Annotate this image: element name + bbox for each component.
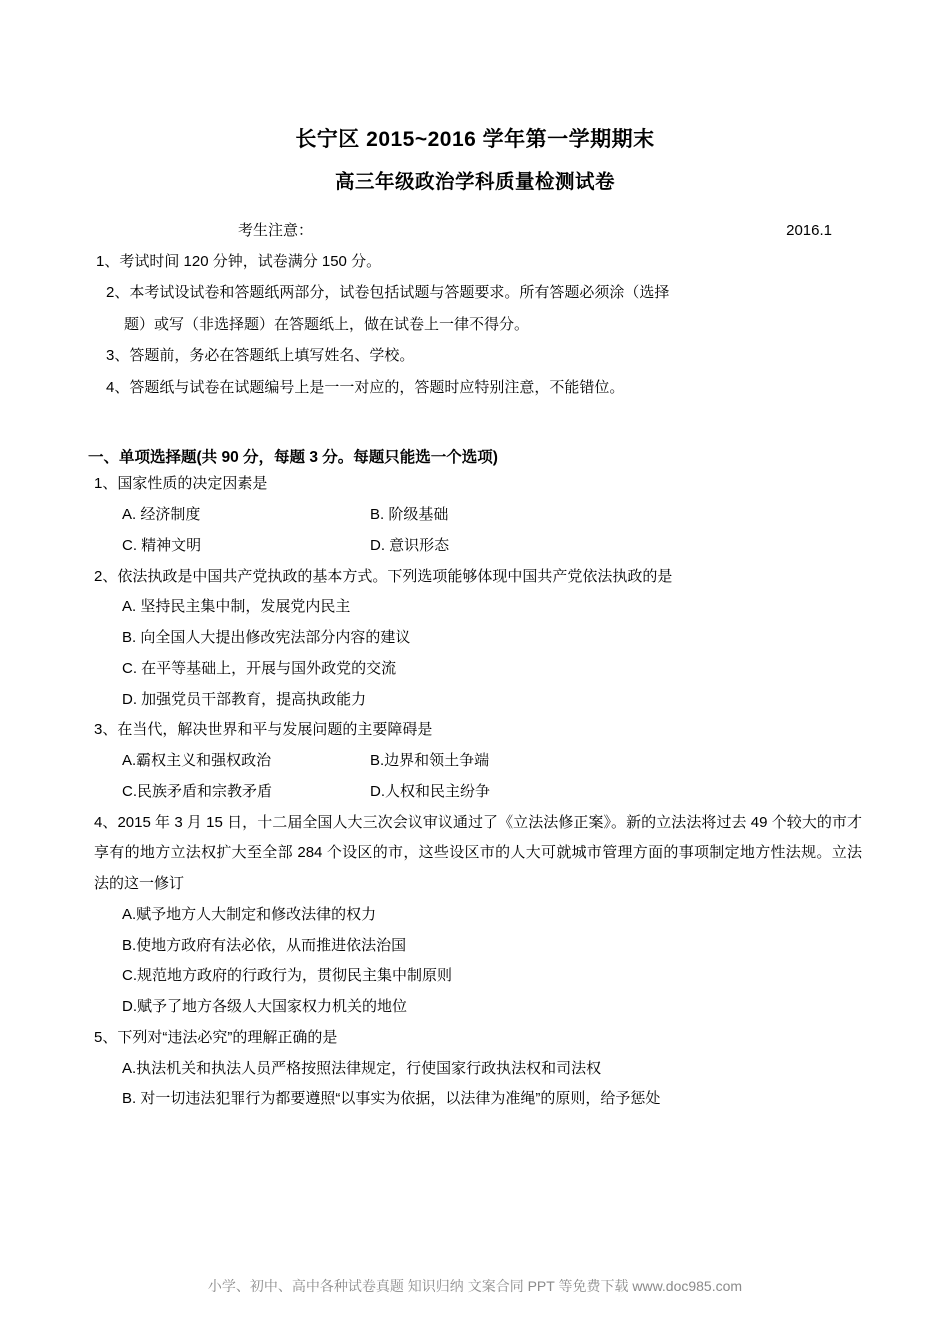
exam-rules: [88, 246, 862, 404]
rule-item: 4、答题纸与试卷在试题编号上是一一对应的，答题时应特别注意，不能错位。: [106, 378, 625, 396]
option-b[interactable]: B. 对一切违法犯罪行为都要遵照“以事实为依据，以法律为准绳”的原则，给予惩处: [122, 1090, 661, 1108]
question-5: [88, 1023, 862, 1115]
option-d[interactable]: D.赋予了地方各级人大国家权力机关的地位: [122, 998, 408, 1016]
question-1: [88, 469, 862, 561]
option-a[interactable]: A. 经济制度: [122, 506, 201, 524]
question-4: [88, 808, 862, 1023]
footer-text: 小学、初中、高中各种试卷真题 知识归纳 文案合同 PPT 等免费下载: [207, 1278, 633, 1294]
question-2: [88, 562, 862, 716]
option-a[interactable]: A. 坚持民主集中制，发展党内民主: [122, 598, 351, 616]
rule-item: 3、答题前，务必在答题纸上填写姓名、学校。: [106, 347, 415, 365]
section-heading: 一、单项选择题(共 90 分，每题 3 分。每题只能选一个选项): [88, 449, 498, 467]
option-a[interactable]: A.霸权主义和强权政治: [122, 752, 272, 770]
option-b[interactable]: B.使地方政府有法必依，从而推进依法治国: [122, 936, 407, 954]
option-c[interactable]: C. 精神文明: [122, 536, 202, 554]
question-stem: 4、2015 年 3 月 15 日，十二届全国人大三次会议审议通过了《立法法修正案》。新的立法法将过去 49 个较大的市才享有的地方立法权扩大至全部 284 个设区的市，这些设区市的人大可就城市管理方面的事项制定地方性法规。立法法的这一修订: [94, 813, 862, 893]
option-c[interactable]: C.民族矛盾和宗教矛盾: [122, 782, 273, 800]
page-title-line-1: 长宁区 2015~2016 学年第一学期期末: [295, 128, 655, 151]
option-a[interactable]: A.赋予地方人大制定和修改法律的权力: [122, 905, 377, 923]
rule-item-continued: 题）或写（非选择题）在答题纸上，做在试卷上一律不得分。: [124, 315, 530, 333]
option-b[interactable]: B. 向全国人大提出修改宪法部分内容的建议: [122, 629, 411, 647]
option-b[interactable]: B. 阶级基础: [370, 506, 449, 524]
question-stem: 3、在当代，解决世界和平与发展问题的主要障碍是: [94, 721, 433, 739]
option-row: [88, 746, 862, 777]
page-title-line-2: 高三年级政治学科质量检测试卷: [334, 170, 615, 193]
notice-date: 2016.1: [786, 221, 832, 239]
option-d[interactable]: D.人权和民主纷争: [370, 782, 491, 800]
option-row: [88, 531, 862, 562]
question-stem: 1、国家性质的决定因素是: [94, 475, 268, 493]
option-row: [88, 777, 862, 808]
notice-label: 考生注意：: [238, 221, 314, 239]
footer-site-link[interactable]: www.doc985.com: [632, 1278, 743, 1294]
option-b[interactable]: B.边界和领土争端: [370, 752, 490, 770]
notice-row: [88, 219, 862, 240]
option-d[interactable]: D. 意识形态: [370, 536, 450, 554]
question-stem: 2、依法执政是中国共产党执政的基本方式。下列选项能够体现中国共产党依法执政的是: [94, 567, 673, 585]
question-3: [88, 715, 862, 807]
option-a[interactable]: A.执法机关和执法人员严格按照法律规定，行使国家行政执法权和司法权: [122, 1059, 602, 1077]
page-footer: [0, 1276, 950, 1296]
question-stem: 5、下列对“违法必究”的理解正确的是: [94, 1028, 338, 1046]
option-c[interactable]: C.规范地方政府的行政行为，贯彻民主集中制原则: [122, 967, 453, 985]
rule-item: 2、本考试设试卷和答题纸两部分，试卷包括试题与答题要求。所有答题必须涂（选择: [106, 284, 670, 302]
option-d[interactable]: D. 加强党员干部教育，提高执政能力: [122, 690, 367, 708]
option-c[interactable]: C. 在平等基础上，开展与国外政党的交流: [122, 659, 397, 677]
option-row: [88, 500, 862, 531]
rule-item: 1、考试时间 120 分钟，试卷满分 150 分。: [96, 252, 382, 270]
